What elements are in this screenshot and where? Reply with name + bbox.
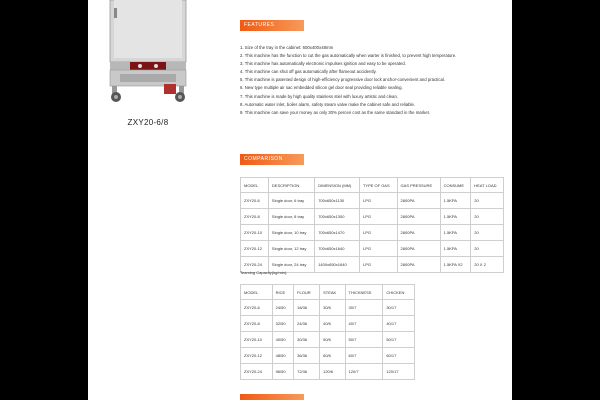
- features-list: [240, 44, 505, 117]
- table-cell: LPG: [359, 241, 397, 257]
- column-header: STEAK: [320, 285, 345, 300]
- table-cell: 1.5KPA: [440, 193, 471, 209]
- table-cell: 40/6: [320, 316, 345, 332]
- feature-item: 5. This machine is patented design of high-efficiency progressive door lock anchor-convenient and practical.: [240, 77, 446, 83]
- table-cell: 20: [471, 193, 504, 209]
- table-cell: 50/7: [345, 332, 383, 348]
- table-cell: 1400x650x1640: [315, 257, 360, 273]
- feature-item: 7. This machine is made by high quality stainless stiel with luxury artistic and clean.: [240, 93, 399, 99]
- table-cell: 24/50: [272, 300, 294, 316]
- table-cell: 48/50: [272, 348, 294, 364]
- table-cell: 60/17: [383, 348, 415, 364]
- table-cell: LPG: [359, 225, 397, 241]
- table-cell: 30/6: [320, 300, 345, 316]
- table-cell: 50/6: [320, 332, 345, 348]
- table-cell: Single door, 24 tray: [268, 257, 314, 273]
- table-cell: ZXY20-24: [241, 364, 273, 380]
- table-cell: 20: [471, 241, 504, 257]
- column-header: MODEL: [241, 285, 273, 300]
- column-header: HEAT LOAD: [471, 178, 504, 193]
- table-cell: 120/7: [345, 364, 383, 380]
- feature-item: 6. New type multiple air sac embedded silicon gel door seal providing reliable sealing.: [240, 85, 403, 91]
- table-cell: 32/50: [272, 316, 294, 332]
- table-cell: Single door, 6 tray: [268, 193, 314, 209]
- table-cell: Single door, 10 tray: [268, 225, 314, 241]
- table-cell: LPG: [359, 209, 397, 225]
- table-cell: ZXY20-6: [241, 193, 269, 209]
- steaming-caption: Teaming Capacity(kg/min):: [240, 270, 288, 275]
- table-cell: 2800PA: [397, 209, 440, 225]
- comparison-heading: COMPARISON: [240, 154, 304, 165]
- table-cell: 1.5KPA X2: [440, 257, 471, 273]
- table-cell: Single door, 8 tray: [268, 209, 314, 225]
- table-cell: LPG: [359, 257, 397, 273]
- table-row: [241, 241, 504, 257]
- table-cell: 20 X 2: [471, 257, 504, 273]
- column-header: RICE: [272, 285, 294, 300]
- table-cell: 20: [471, 225, 504, 241]
- table-cell: ZXY20-12: [241, 348, 273, 364]
- model-caption: ZXY20-6/8: [127, 118, 169, 127]
- feature-item: 2. This machine has the function to cut the gas automatically when warter is finished, to prevent high temperature.: [240, 53, 457, 59]
- column-header: MODEL: [241, 178, 269, 193]
- table-cell: 24/36: [294, 316, 320, 332]
- table-cell: 1.5KPA: [440, 241, 471, 257]
- column-header: DIMENSION (MM): [315, 178, 360, 193]
- product-page: [88, 0, 512, 400]
- table-cell: 700x650x1130: [315, 193, 360, 209]
- table-cell: 1.5KPA: [440, 209, 471, 225]
- column-header: THICKNESS: [345, 285, 383, 300]
- feature-item: 8. Automatic water inlet, boiler alarm, safety steam valve make the cabinet safe and reliable.: [240, 101, 416, 107]
- table-cell: 700x650x1470: [315, 225, 360, 241]
- table-cell: 40/50: [272, 332, 294, 348]
- table-cell: 2800PA: [397, 193, 440, 209]
- column-header: DESCRIPTION: [268, 178, 314, 193]
- table-row: [241, 316, 415, 332]
- table-cell: 700x650x1300: [315, 209, 360, 225]
- table-cell: 18/36: [294, 300, 320, 316]
- feature-item: 1. Size of the tray in the cabinet: 600x400x48mm: [240, 45, 334, 50]
- table-cell: 30/17: [383, 300, 415, 316]
- feature-item: 3. This machine has automatically electronic impulses ignition and easy to be operated.: [240, 61, 406, 67]
- table-row: [241, 209, 504, 225]
- table-cell: 96/50: [272, 364, 294, 380]
- column-header: FLOUR: [294, 285, 320, 300]
- table-cell: 120/17: [383, 364, 415, 380]
- table-header-row: [241, 285, 415, 300]
- steam-cabinet-image: [100, 0, 196, 104]
- table-cell: ZXY20-8: [241, 209, 269, 225]
- table-cell: 120/6: [320, 364, 345, 380]
- table-cell: 20: [471, 209, 504, 225]
- table-cell: 2800PA: [397, 257, 440, 273]
- table-cell: 700x650x1640: [315, 241, 360, 257]
- column-header: CHICKEN: [383, 285, 415, 300]
- table-cell: LPG: [359, 193, 397, 209]
- table-row: [241, 332, 415, 348]
- table-cell: ZXY20-8: [241, 316, 273, 332]
- table-row: [241, 225, 504, 241]
- table-cell: 60/7: [345, 348, 383, 364]
- table-cell: ZXY20-12: [241, 241, 269, 257]
- feature-item: 9. This machine can save your money as only 30% percen cost as the same standard in the market.: [240, 109, 431, 115]
- table-cell: 72/36: [294, 364, 320, 380]
- table-cell: 40/7: [345, 316, 383, 332]
- table-cell: 40/17: [383, 316, 415, 332]
- table-cell: ZXY20-10: [241, 225, 269, 241]
- column-header: TYPE OF GAS: [359, 178, 397, 193]
- column-header: CONSUME: [440, 178, 471, 193]
- table-cell: 50/17: [383, 332, 415, 348]
- table-cell: 1.5KPA: [440, 225, 471, 241]
- steaming-capacity-table: [240, 284, 415, 380]
- table-cell: 36/36: [294, 348, 320, 364]
- table-cell: 2800PA: [397, 225, 440, 241]
- comparison-table: [240, 177, 504, 273]
- table-cell: ZXY20-24: [241, 257, 269, 273]
- table-cell: 2800PA: [397, 241, 440, 257]
- table-cell: 60/6: [320, 348, 345, 364]
- table-row: [241, 364, 415, 380]
- table-cell: 30/36: [294, 332, 320, 348]
- column-header: GAS PRESSURE: [397, 178, 440, 193]
- table-cell: Single door, 12 tray: [268, 241, 314, 257]
- features-heading: FEATURES: [240, 20, 304, 31]
- table-cell: ZXY20-10: [241, 332, 273, 348]
- table-row: [241, 193, 504, 209]
- next-section-bar: [240, 394, 304, 400]
- feature-item: 4. This machine can shut off gas automatically after flameout accidently.: [240, 69, 377, 75]
- table-row: [241, 348, 415, 364]
- table-cell: ZXY20-6: [241, 300, 273, 316]
- table-header-row: [241, 178, 504, 193]
- table-cell: 30/7: [345, 300, 383, 316]
- table-row: [241, 300, 415, 316]
